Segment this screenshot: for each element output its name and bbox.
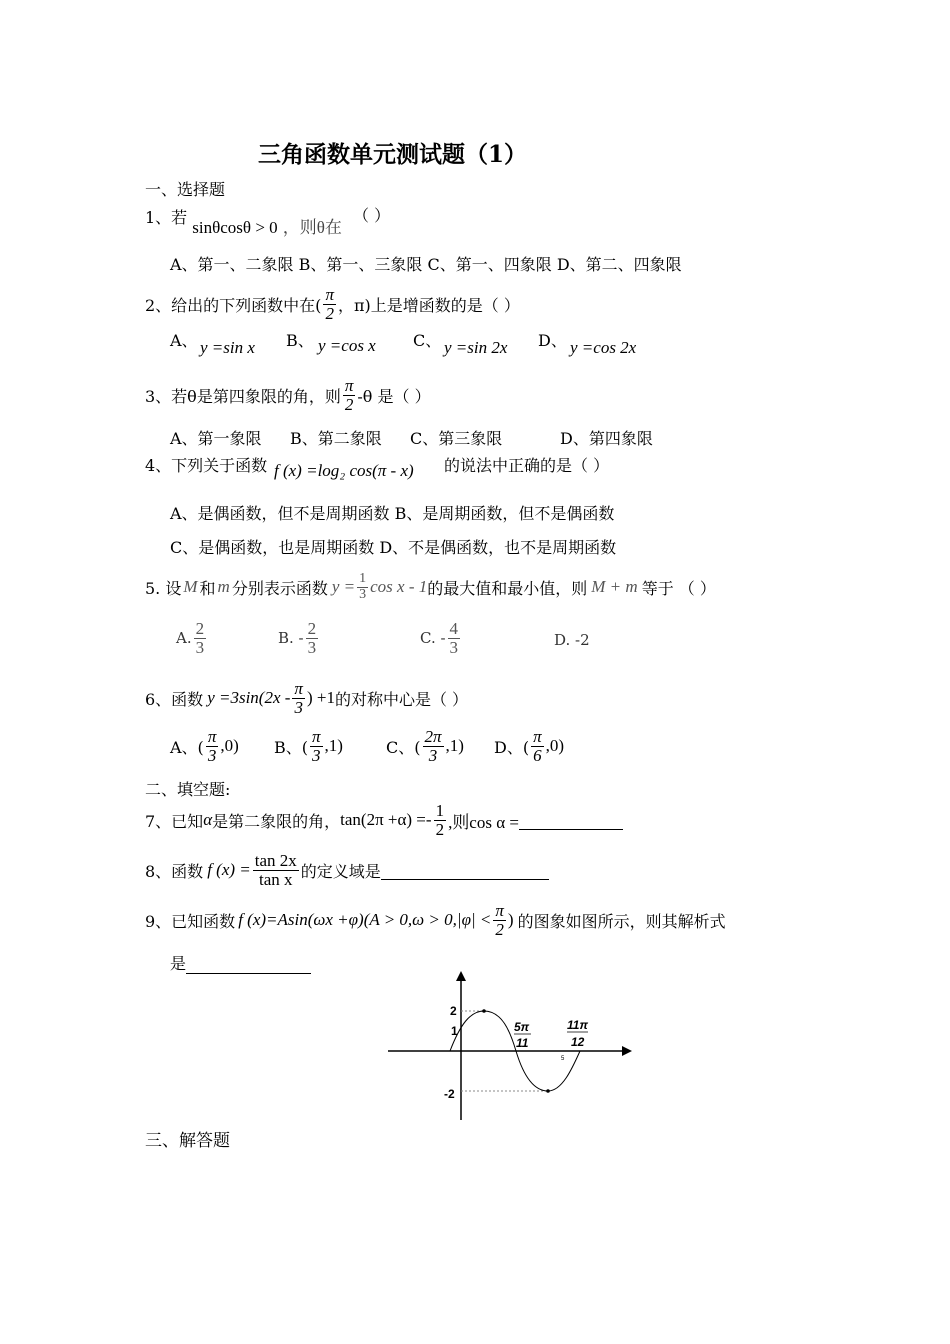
x-label-1-den: 11 — [516, 1036, 529, 1050]
q6-expr2: ) +1 — [306, 688, 335, 708]
q9-fraction: $\frac{\pi}{2}$ — [495, 901, 504, 939]
q2-option-a: y =sin x — [200, 338, 255, 357]
sine-graph — [380, 965, 640, 1125]
q2-option-d-label: D、 — [538, 331, 567, 350]
q7-expr: tan(2π +α) =- — [340, 810, 432, 830]
q5-option-b-label: B. - — [278, 629, 304, 648]
q2-mid: ，π)上是增函数的是（ ） — [337, 295, 520, 315]
q2-prefix: 2、给出的下列函数中在( — [145, 295, 322, 315]
q8-answer-blank[interactable] — [381, 861, 549, 880]
q6-option-c-label: C、( — [386, 737, 421, 757]
q8-fraction: $\frac{\tan 2x}{\text{tan x}}$ — [254, 851, 297, 889]
q9-line2-text: 是 — [170, 954, 187, 973]
q3-option-d: D、第四象限 — [560, 429, 653, 448]
section-heading-solve: 三、解答题 — [145, 1131, 230, 1151]
q6-option-b-label: B、( — [274, 737, 309, 757]
q5-text1: 分别表示函数 — [231, 578, 328, 598]
x-label-1-num: 5π — [514, 1020, 530, 1034]
q5-prefix: 5. 设 — [145, 578, 182, 598]
q5-option-c — [420, 620, 462, 657]
q5-option-b — [278, 620, 320, 657]
q5-option-b-fraction: $\frac{2}{3}$ — [307, 619, 317, 657]
x-tiny-label: 5 — [561, 1056, 565, 1062]
q1-prefix: 1、若 — [145, 208, 188, 227]
q4-options-line-2: C、是偶函数，也是周期函数 D、不是偶函数，也不是周期函数 — [170, 538, 617, 557]
q9-close: ) — [507, 910, 514, 930]
x-label-2-num: 11π — [567, 1018, 588, 1032]
q7-answer-blank[interactable] — [519, 811, 623, 830]
q6-expr1: y =3sin(2x - — [207, 688, 291, 708]
q5-var-M: M — [183, 577, 198, 597]
question-8 — [145, 852, 549, 889]
q5-text2: 的最大值和最小值，则 — [427, 578, 588, 598]
q7-prefix: 7、已知 — [145, 811, 204, 831]
q7-fraction: $\frac{1}{2}$ — [435, 801, 445, 839]
q6-option-a-tail: ,0) — [220, 736, 239, 756]
y-label-2: 2 — [450, 1004, 457, 1018]
q6-option-c-fraction: $\frac{2\pi}{3}$ — [424, 727, 442, 765]
q5-cos: cos x - 1 — [370, 577, 428, 597]
q6-option-d-tail: ,0) — [545, 736, 565, 756]
q4-expression: f (x) =log₂ cos(π - x) — [274, 461, 414, 480]
q5-var-m: m — [217, 577, 230, 597]
q2-option-d: y =cos 2x — [570, 338, 637, 357]
q6-prefix: 6、函数 — [145, 689, 204, 709]
q5-text3: 等于 （ ） — [641, 578, 716, 598]
q3-option-a: A、第一象限 — [170, 429, 262, 448]
q2-option-c: y =sin 2x — [444, 338, 508, 357]
q2-option-b: y =cos x — [318, 336, 376, 355]
q8-fx: f (x) = — [207, 860, 251, 880]
q3-suffix: -θ 是（ ） — [357, 386, 431, 406]
q6-option-c — [386, 728, 464, 765]
question-6 — [145, 680, 468, 717]
q8-suffix: 的定义域是 — [300, 861, 381, 881]
q9-suffix: 的图象如图所示，则其解析式 — [517, 911, 726, 931]
q3-option-c: C、第三象限 — [410, 429, 503, 448]
question-7 — [145, 802, 623, 839]
q5-option-a — [176, 620, 208, 657]
page-title: 三角函数单元测试题（1） — [258, 141, 528, 168]
q3-option-b: B、第二象限 — [290, 429, 382, 448]
q5-option-c-fraction: $\frac{4}{3}$ — [449, 619, 459, 657]
q1-paren: （ ） — [353, 206, 391, 225]
q6-suffix: 的对称中心是（ ） — [334, 689, 469, 709]
q5-option-c-label: C. - — [420, 629, 446, 648]
q5-option-d: D. -2 — [554, 631, 590, 649]
question-2 — [145, 286, 520, 323]
section-heading-choice: 一、选择题 — [145, 180, 226, 199]
q5-fraction: $\frac{1}{3}$ — [359, 571, 367, 602]
q1-condition: sinθcosθ > 0 — [192, 218, 278, 237]
q6-option-d-label: D、( — [494, 737, 530, 757]
q6-option-a — [170, 728, 239, 765]
q2-option-a-label: A、 — [170, 331, 198, 350]
q9-answer-blank[interactable] — [186, 957, 311, 974]
q6-option-a-label: A、( — [170, 737, 204, 757]
question-5 — [145, 572, 716, 602]
q6-option-c-tail: ,1) — [445, 736, 464, 756]
q3-prefix: 3、若θ是第四象限的角，则 — [145, 386, 341, 406]
q6-option-b-tail: ,1) — [324, 736, 343, 756]
q5-sum: M + m — [591, 577, 638, 597]
q9-prefix: 9、已知函数 — [145, 911, 236, 931]
y-label-neg2: -2 — [444, 1087, 455, 1101]
question-3 — [145, 377, 431, 414]
question-9 — [145, 902, 726, 939]
q7-alpha: α — [203, 810, 213, 830]
q2-option-b-label: B、 — [286, 331, 314, 350]
q5-y: y = — [331, 577, 356, 597]
q6-option-d-fraction: $\frac{\pi}{6}$ — [533, 727, 542, 765]
q6-option-d — [494, 728, 564, 765]
q5-option-a-label: A. — [176, 629, 192, 648]
q6-option-b-fraction: $\frac{\pi}{3}$ — [312, 727, 321, 765]
q7-tail: ,则cos α = — [448, 812, 519, 832]
min-point — [546, 1089, 550, 1093]
q4-options-line-1: A、是偶函数，但不是周期函数 B、是周期函数，但不是偶函数 — [170, 504, 615, 523]
q1-then: ，则θ在 — [282, 218, 342, 237]
q5-option-a-fraction: $\frac{2}{3}$ — [195, 619, 205, 657]
q6-option-a-fraction: $\frac{\pi}{3}$ — [207, 727, 217, 765]
q7-text: 是第二象限的角， — [212, 811, 341, 831]
q1-options: A、第一、二象限 B、第一、三象限 C、第一、四象限 D、第二、四象限 — [170, 255, 682, 274]
q9-line-2 — [170, 951, 311, 974]
q2-option-c-label: C、 — [413, 331, 442, 350]
q3-fraction: $\frac{\pi}{2}$ — [344, 376, 354, 414]
q2-fraction: $\frac{\pi}{2}$ — [325, 285, 334, 323]
y-axis-arrow-icon — [456, 971, 466, 981]
max-point — [482, 1009, 486, 1013]
q6-fraction: $\frac{\pi}{3}$ — [294, 679, 303, 717]
question-1 — [145, 203, 391, 237]
q6-option-b — [274, 728, 343, 765]
q8-prefix: 8、函数 — [145, 861, 204, 881]
q9-expr: f (x)=Asin(ωx +φ)(A > 0,ω > 0,|φ| < — [238, 910, 492, 930]
x-label-2-den: 12 — [571, 1035, 585, 1049]
q5-and: 和 — [199, 578, 216, 598]
section-heading-fill: 二、填空题: — [145, 780, 231, 799]
q4-suffix: 的说法中正确的是（ ） — [444, 456, 610, 475]
x-axis-arrow-icon — [622, 1046, 632, 1056]
y-label-1: 1 — [451, 1024, 458, 1038]
q4-prefix: 4、下列关于函数 — [145, 456, 268, 475]
